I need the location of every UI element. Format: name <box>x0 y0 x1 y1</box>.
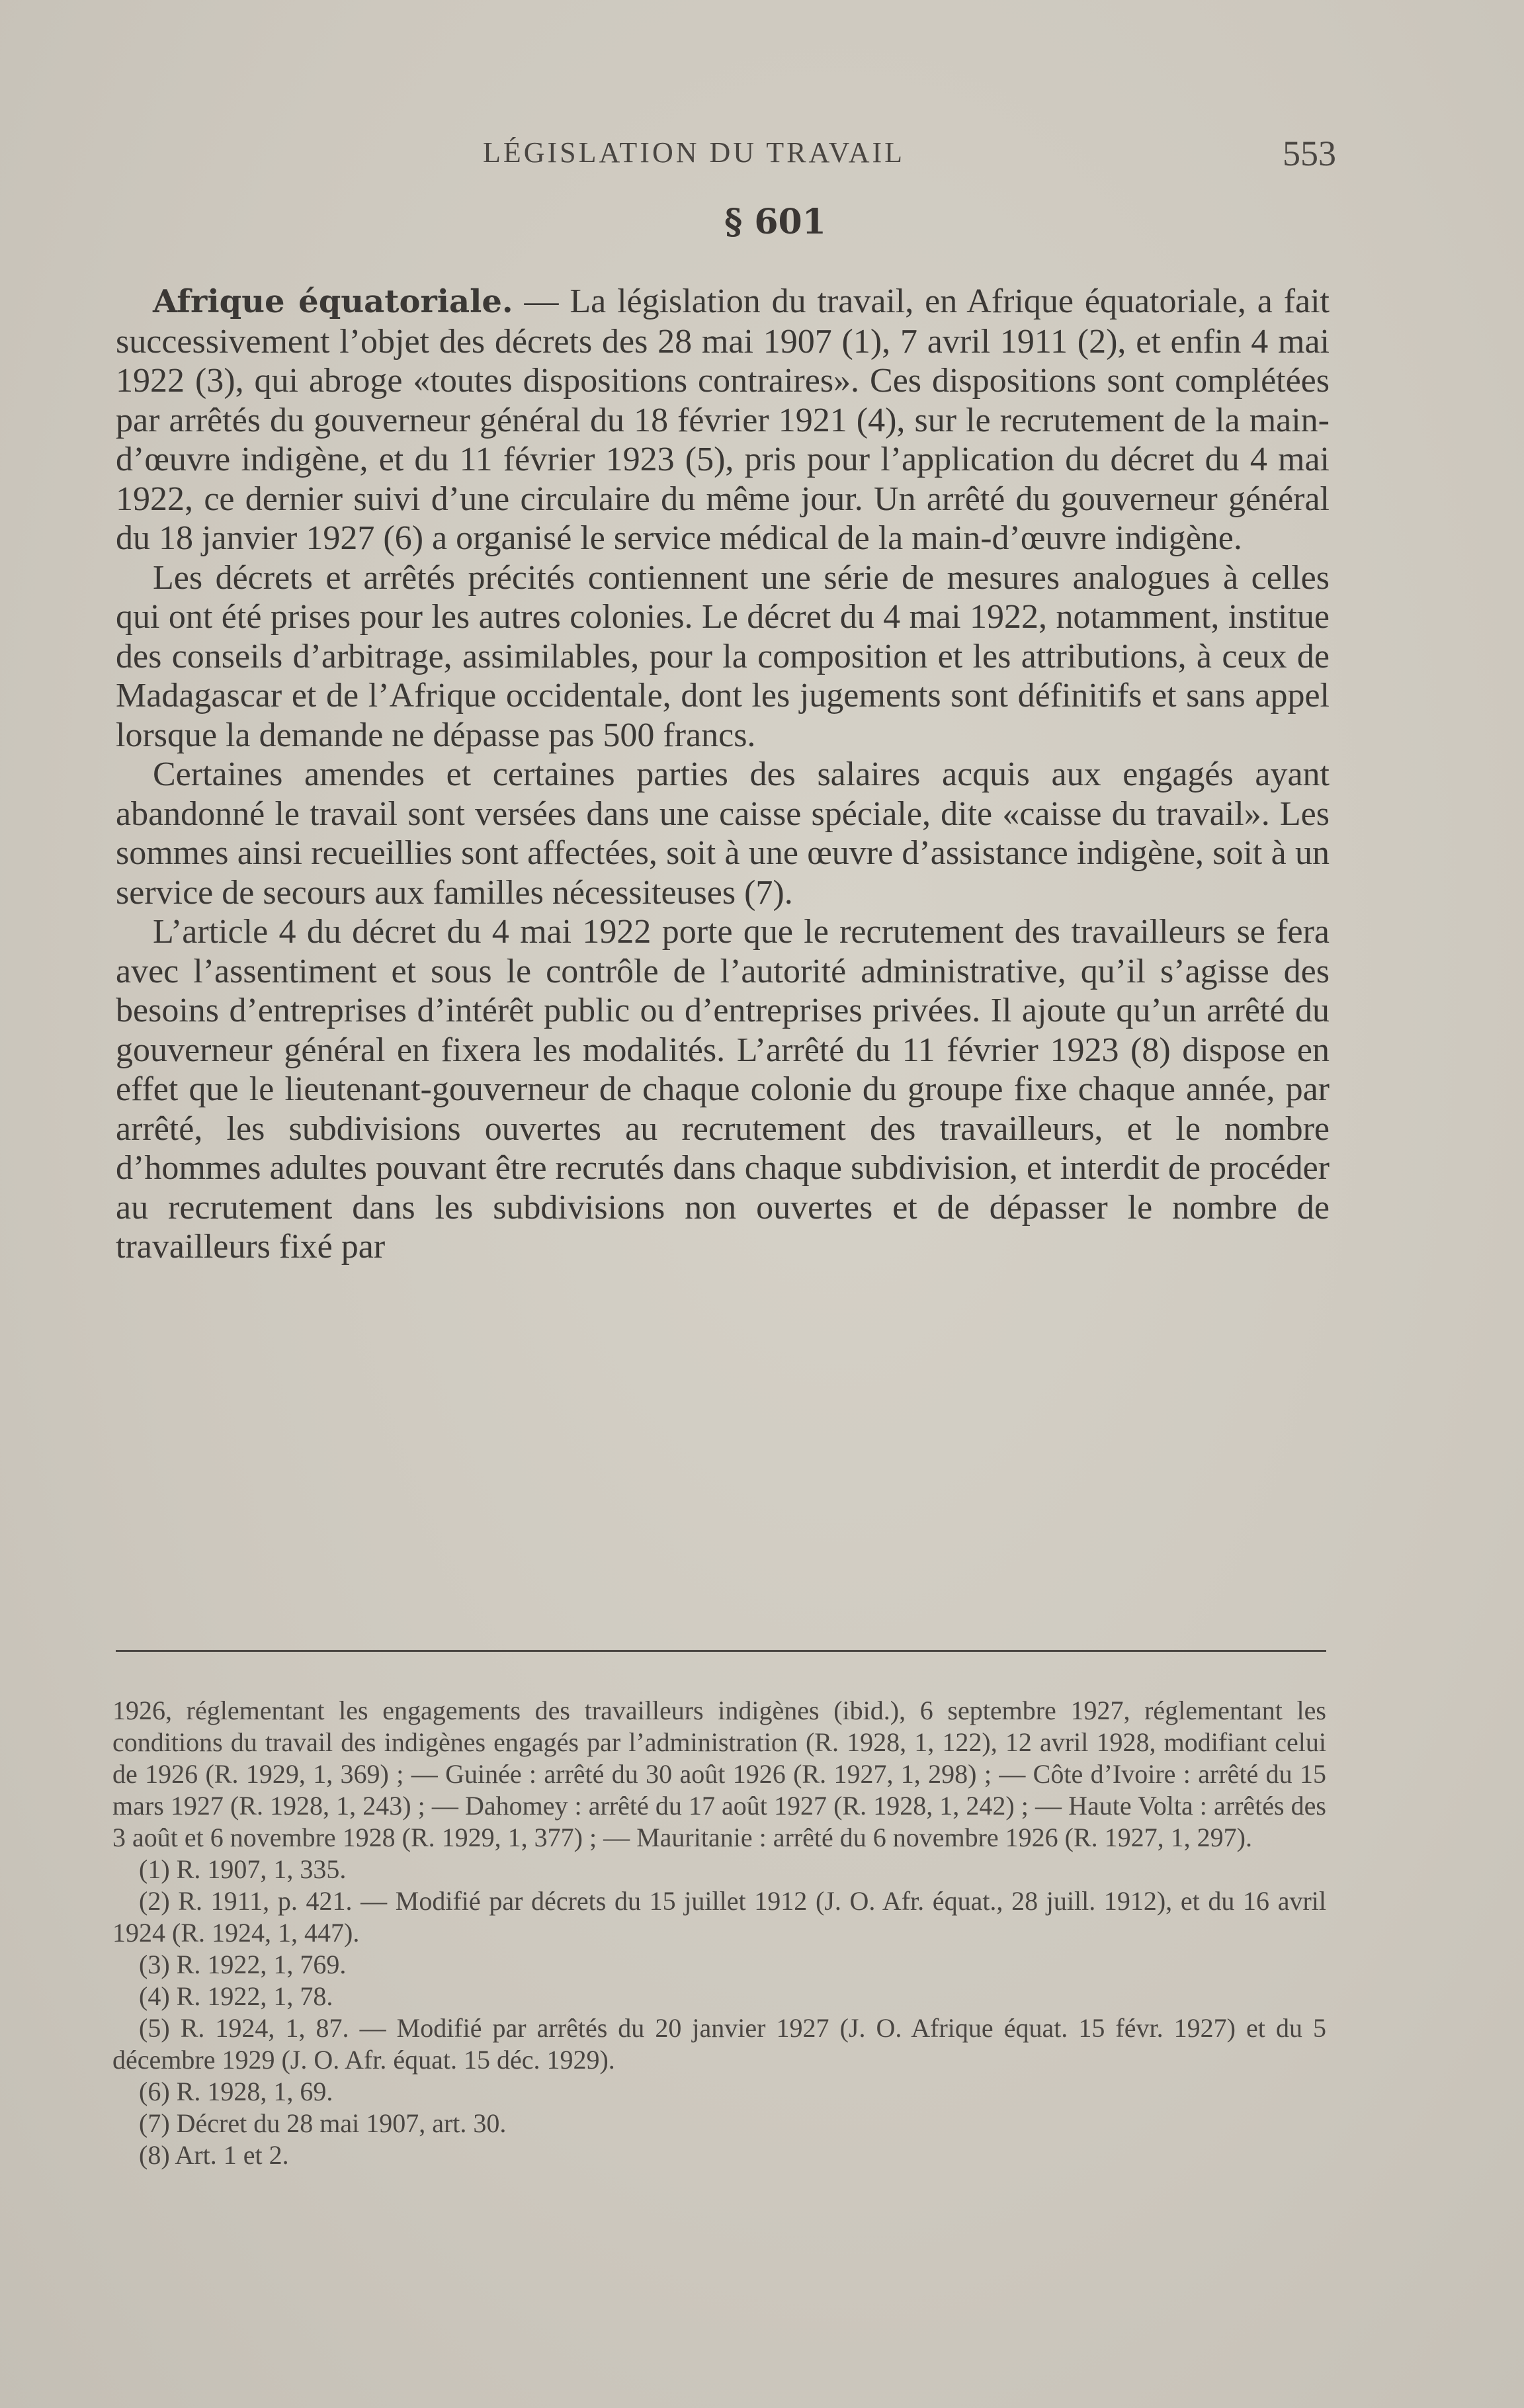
footnote-5: (5) R. 1924, 1, 87. — Modifié par arrêtés du 20 janvier 1927 (J. O. Afrique équat. 15 févr. 1927) et du 5 décembre 1929 (J. O. Afr. équat. 15 déc. 1929). <box>112 2013 1326 2075</box>
paragraph-1-text: — La législation du travail, en Afrique équatoriale, a fait successivement l’objet des décrets des 28 mai 1907 (1), 7 avril 1911 (2), et enfin 4 mai 1922 (3), qui abroge «toutes dispositions contraires». Ces dispositions sont complétées par arrêtés du gouverneur général du 18 février 1921 (4), sur le recrutement de la main-d’œuvre indigène, et du 11 février 1923 (5), pris pour l’application du décret du 4 mai 1922, ce dernier suivi d’une circulaire du même jour. Un arrêté du gouverneur général du 18 janvier 1927 (6) a organisé le service médical de la main-d’œuvre indigène. <box>116 282 1330 557</box>
lead-heading: Afrique équatoriale. <box>153 283 513 320</box>
footnote-4: (4) R. 1922, 1, 78. <box>139 1981 333 2011</box>
footnote-8: (8) Art. 1 et 2. <box>139 2140 289 2170</box>
running-title: LÉGISLATION DU TRAVAIL <box>483 136 905 169</box>
footnote-6: (6) R. 1928, 1, 69. <box>139 2077 333 2106</box>
page-number: 553 <box>1283 134 1336 173</box>
page-header <box>112 129 1336 175</box>
paragraph-1 <box>116 282 1330 558</box>
main-text <box>116 282 1330 1267</box>
paragraph-2: Les décrets et arrêtés précités contiennent une série de mesures analogues à celles qui ont été prises pour les autres colonies. Le décret du 4 mai 1922, notamment, institue des conseils d’arbitrage, assimilables, pour la composition et les attributions, à ceux de Madagascar et de l’Afrique occidentale, dont les jugements sont définitifs et sans appel lorsque la demande ne dépasse pas 500 francs. <box>116 558 1330 754</box>
footnote-2: (2) R. 1911, p. 421. — Modifié par décrets du 15 juillet 1912 (J. O. Afr. équat., 28 juill. 1912), et du 16 avril 1924 (R. 1924, 1, 447). <box>112 1886 1326 1948</box>
footnote-1: (1) R. 1907, 1, 335. <box>139 1854 347 1884</box>
footnote-3: (3) R. 1922, 1, 769. <box>139 1950 347 1979</box>
paragraph-3: Certaines amendes et certaines parties des salaires acquis aux engagés ayant abandonné le travail sont versées dans une caisse spéciale, dite «caisse du travail». Les sommes ainsi recueillies sont affectées, soit à une œuvre d’assistance indigène, soit à un service de secours aux familles nécessiteuses (7). <box>116 755 1330 912</box>
footnote-continuation: 1926, réglementant les engagements des travailleurs indigènes (ibid.), 6 septembre 1927, réglementant les conditions du travail des indigènes engagés par l’administration (R. 1928, 1, 122), 12 avril 1928, modifiant celui de 1926 (R. 1929, 1, 369) ; — Guinée : arrêté du 30 août 1926 (R. 1927, 1, 298) ; — Côte d’Ivoire : arrêté du 15 mars 1927 (R. 1928, 1, 243) ; — Dahomey : arrêté du 17 août 1927 (R. 1928, 1, 242) ; — Haute Volta : arrêtés des 3 août et 6 novembre 1928 (R. 1929, 1, 377) ; — Mauritanie : arrêté du 6 novembre 1926 (R. 1927, 1, 297). <box>112 1696 1326 1852</box>
section-heading: § 601 <box>724 202 826 242</box>
footnotes <box>112 1695 1326 2171</box>
footnote-rule <box>116 1650 1326 1652</box>
paragraph-4: L’article 4 du décret du 4 mai 1922 porte que le recrutement des travailleurs se fera avec l’assentiment et sous le contrôle de l’autorité administrative, qu’il s’agisse des besoins d’entreprises d’intérêt public ou d’entreprises privées. Il ajoute qu’un arrêté du gouverneur général en fixera les modalités. L’arrêté du 11 février 1923 (8) dispose en effet que le lieutenant-gouverneur de chaque colonie du groupe fixe chaque année, par arrêté, les subdivisions ouvertes au recrutement des travailleurs, et le nombre d’hommes adultes pouvant être recrutés dans chaque subdivision, et interdit de procéder au recrutement dans les subdivisions non ouvertes et de dépasser le nombre de travailleurs fixé par <box>116 913 1330 1266</box>
footnote-7: (7) Décret du 28 mai 1907, art. 30. <box>139 2108 507 2138</box>
